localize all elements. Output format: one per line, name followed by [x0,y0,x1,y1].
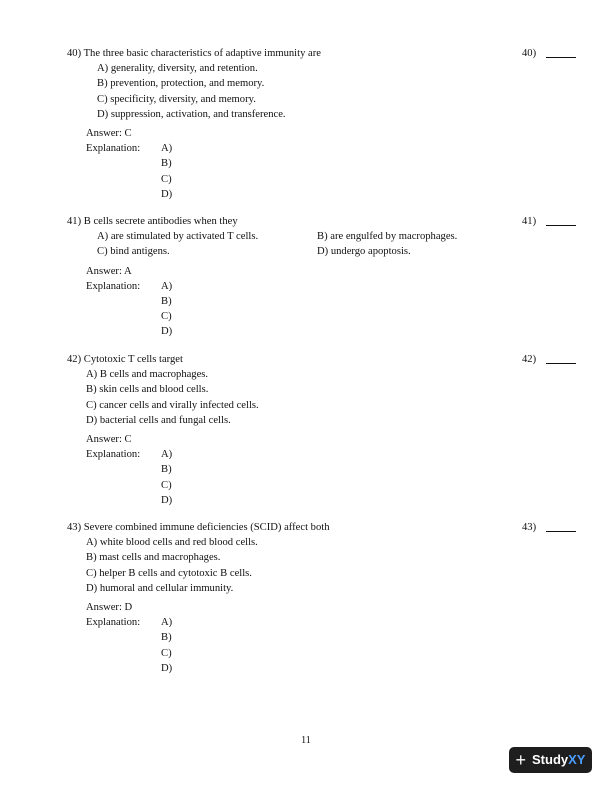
option: D) undergo apoptosis. [317,246,411,258]
explanation-list [161,141,172,202]
option: B) prevention, protection, and memory. [97,78,265,90]
question-stem [67,520,577,535]
question-stem [67,214,577,229]
question-number-right: 41) [522,216,537,227]
brand-name [532,752,585,767]
answer-blank [546,225,576,226]
question-40 [67,46,577,200]
explanation-letter: D) [161,662,173,674]
stem-text: 43) Severe combined immune deficiencies (SCID) affect both [67,522,330,533]
option: A) are stimulated by activated T cells. [97,231,259,243]
option: C) specificity, diversity, and memory. [97,93,256,105]
question-43 [67,520,577,674]
answer: Answer: A [86,265,132,277]
explanation-letter: A) [161,143,173,155]
explanation-letter: A) [161,280,173,292]
explanation-list [161,615,172,676]
option: C) bind antigens. [97,246,170,258]
explanation [67,615,577,674]
explanation-letter: A) [161,449,173,461]
stem-text: 42) Cytotoxic T cells target [67,354,183,365]
explanation-letter: B) [161,158,172,170]
answer-blank [546,363,576,364]
option: B) mast cells and macrophages. [86,552,221,564]
option: A) generality, diversity, and retention. [97,63,258,75]
explanation-letter: A) [161,617,173,629]
explanation [67,141,577,200]
answer: Answer: D [86,602,133,614]
question-number-right: 43) [522,522,537,533]
plus-icon: + [515,750,527,770]
explanation-label: Explanation: [86,280,141,292]
options-grid [67,229,577,259]
explanation-label: Explanation: [86,143,141,155]
question-stem [67,46,577,61]
option: B) are engulfed by macrophages. [317,231,458,243]
explanation-letter: D) [161,188,173,200]
explanation-letter: C) [161,479,172,491]
explanation-label: Explanation: [86,449,141,461]
answer-blank [546,57,576,58]
explanation-letter: B) [161,296,172,308]
studyxy-badge[interactable] [509,747,592,773]
explanation-list [161,279,172,340]
answer: Answer: C [86,434,132,446]
option: D) humoral and cellular immunity. [86,582,234,594]
option: C) helper B cells and cytotoxic B cells. [86,567,252,579]
option: A) white blood cells and red blood cells. [86,537,258,549]
explanation-letter: B) [161,632,172,644]
option: B) skin cells and blood cells. [86,384,209,396]
explanation-letter: B) [161,464,172,476]
explanation [67,279,577,338]
explanation-letter: D) [161,326,173,338]
answer-blank [546,531,576,532]
question-41 [67,214,577,338]
explanation-letter: D) [161,494,173,506]
explanation-letter: C) [161,311,172,323]
question-number-right: 40) [522,48,537,59]
explanation-letter: C) [161,173,172,185]
question-number-right: 42) [522,354,537,365]
explanation-list [161,447,172,508]
answer: Answer: C [86,128,132,140]
option: A) B cells and macrophages. [86,369,209,381]
explanation [67,447,577,506]
stem-text: 41) B cells secrete antibodies when they [67,216,238,227]
question-42 [67,352,577,506]
brand-name-study: Study [532,752,569,768]
question-stem [67,352,577,367]
page-number: 11 [301,735,311,746]
explanation-label: Explanation: [86,617,141,629]
option: D) suppression, activation, and transference. [97,108,286,120]
stem-text: 40) The three basic characteristics of adaptive immunity are [67,48,321,59]
brand-name-xy: XY [568,752,586,768]
explanation-letter: C) [161,647,172,659]
option: D) bacterial cells and fungal cells. [86,414,231,426]
option: C) cancer cells and virally infected cells. [86,399,259,411]
